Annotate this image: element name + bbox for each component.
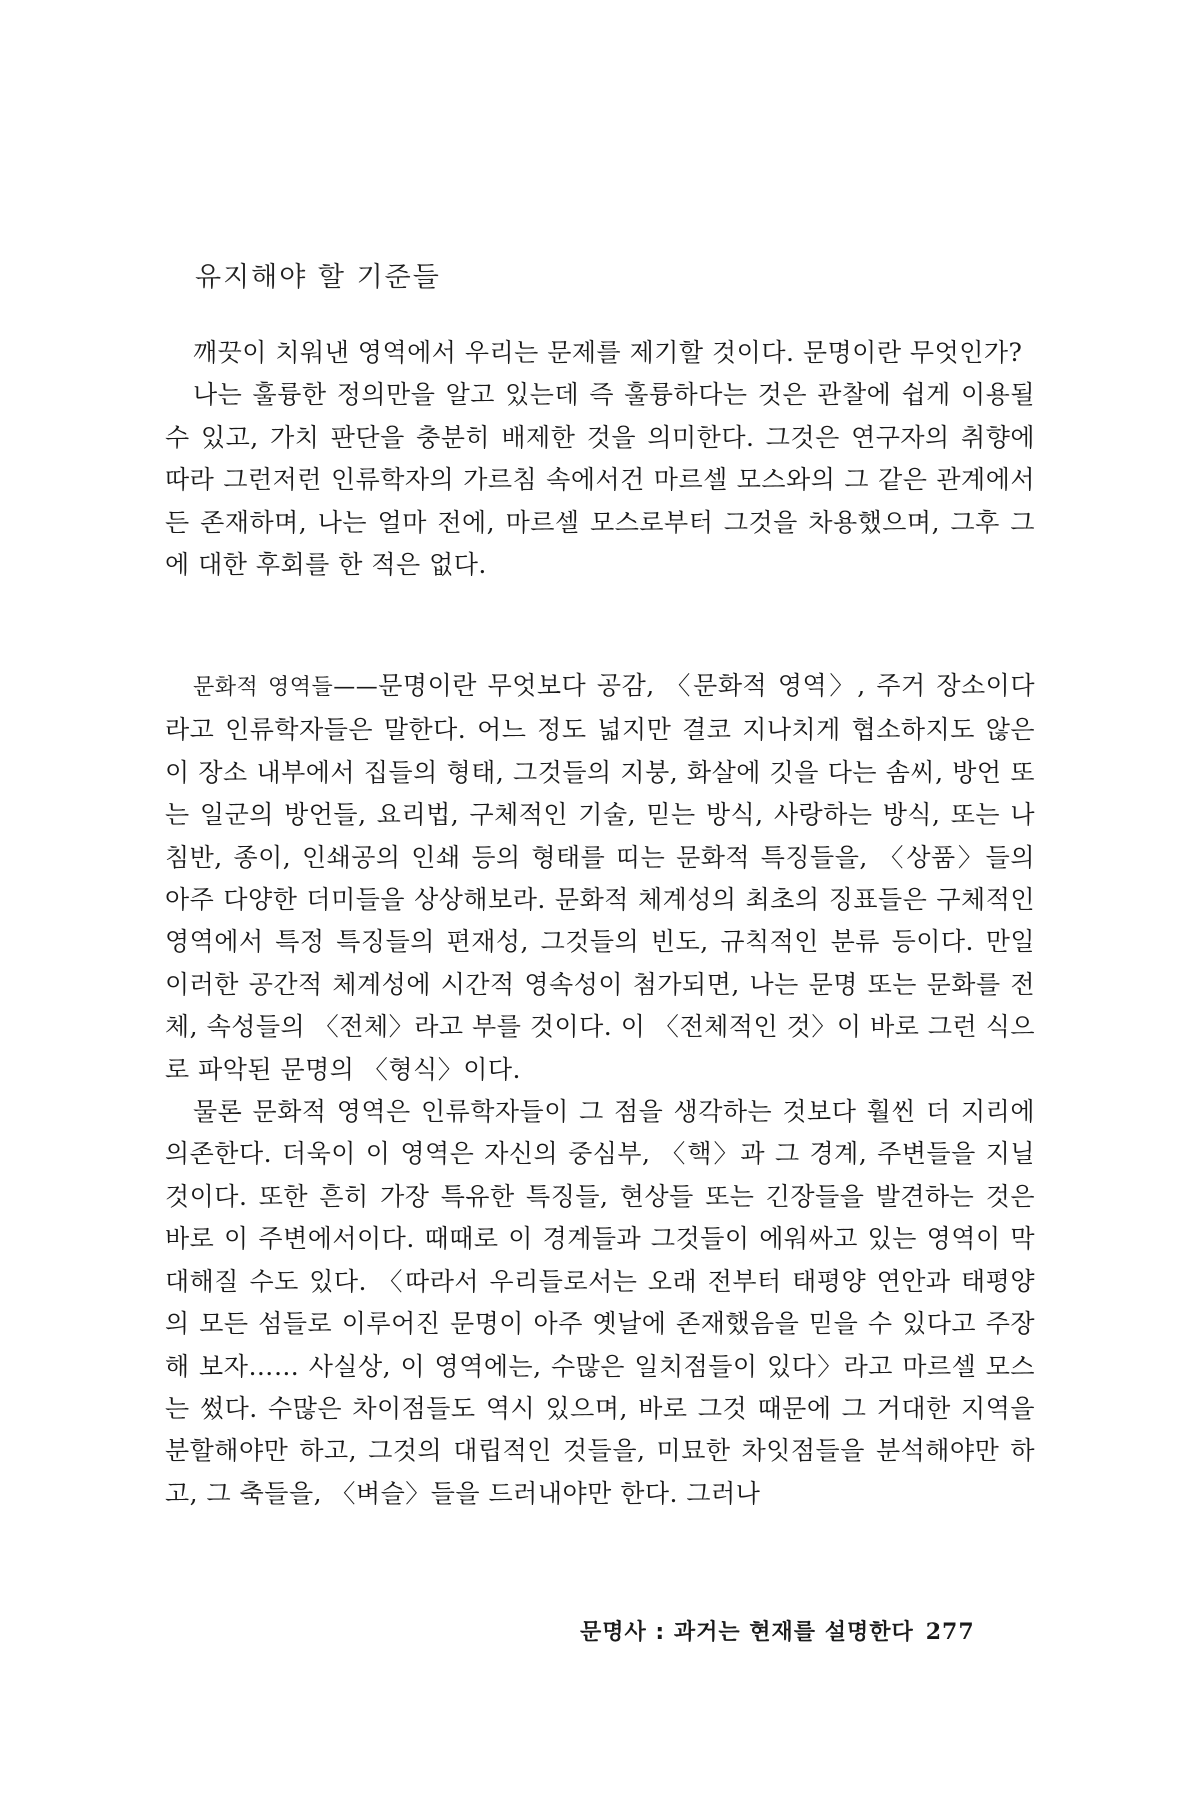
text-block-cultural-areas (165, 665, 1035, 1515)
page-footer (580, 1615, 975, 1646)
page-number: 277 (925, 1619, 975, 1645)
paragraph-subheading: 문화적 영역들—— (193, 675, 379, 700)
running-title: 문명사 : 과거는 현재를 설명한다 (580, 1620, 914, 1645)
paragraph-text: 문명이란 무엇보다 공감, 〈문화적 영역〉, 주거 장소이다라고 인류학자들은 말한다. 어느 정도 넓지만 결코 지나치게 협소하지도 않은 이 장소 내부에서 집들의 형태, 그것들의 지붕, 화살에 깃을 다는 솜씨, 방언 또는 일군의 방언들, 요리법, 구체적인 기술, 믿는 방식, 사랑하는 방식, 또는 나침반, 종이, 인쇄공의 인쇄 등의 형태를 띠는 문화적 특징들을, 〈상품〉들의 아주 다양한 더미들을 상상해보라. 문화적 체계성의 최초의 징표들은 구체적인 영역에서 특정 특징들의 편재성, 그것들의 빈도, 규칙적인 분류 등이다. 만일 이러한 공간적 체계성에 시간적 영속성이 첨가되면, 나는 문명 또는 문화를 전체, 속성들의 〈전체〉라고 부를 것이다. 이 〈전체적인 것〉이 바로 그런 식으로 파악된 문명의 〈형식〉이다. (165, 671, 1035, 1084)
paragraph: 깨끗이 치워낸 영역에서 우리는 문제를 제기할 것이다. 문명이란 무엇인가? (193, 338, 1023, 367)
section-heading: 유지해야 할 기준들 (195, 262, 441, 293)
paragraph (165, 665, 1035, 1091)
paragraph: 물론 문화적 영역은 인류학자들이 그 점을 생각하는 것보다 훨씬 더 지리에 의존한다. 더욱이 이 영역은 자신의 중심부, 〈핵〉과 그 경계, 주변들을 지닐 것이다. 또한 흔히 가장 특유한 특징들, 현상들 또는 긴장들을 발견하는 것은 바로 이 주변에서이다. 때때로 이 경계들과 그것들이 에워싸고 있는 영역이 막대해질 수도 있다. 〈따라서 우리들로서는 오래 전부터 태평양 연안과 태평양의 모든 섬들로 이루어진 문명이 아주 옛날에 존재했음을 믿을 수 있다고 주장해 보자…… 사실상, 이 영역에는, 수많은 일치점들이 있다〉라고 마르셀 모스는 썼다. 수많은 차이점들도 역시 있으며, 바로 그것 때문에 그 거대한 지역을 분할해야만 하고, 그것의 대립적인 것들을, 미묘한 차잇점들을 분석해야만 하고, 그 축들을, 〈벼슬〉들을 드러내야만 한다. 그러나 (165, 1097, 1035, 1508)
text-block-intro (165, 332, 1035, 586)
paragraph: 나는 훌륭한 정의만을 알고 있는데 즉 훌륭하다는 것은 관찰에 쉽게 이용될 수 있고, 가치 판단을 충분히 배제한 것을 의미한다. 그것은 연구자의 취향에 따라 그런저런 인류학자의 가르침 속에서건 마르셀 모스와의 그 같은 관계에서든 존재하며, 나는 얼마 전에, 마르셀 모스로부터 그것을 차용했으며, 그후 그에 대한 후회를 한 적은 없다. (165, 380, 1035, 580)
